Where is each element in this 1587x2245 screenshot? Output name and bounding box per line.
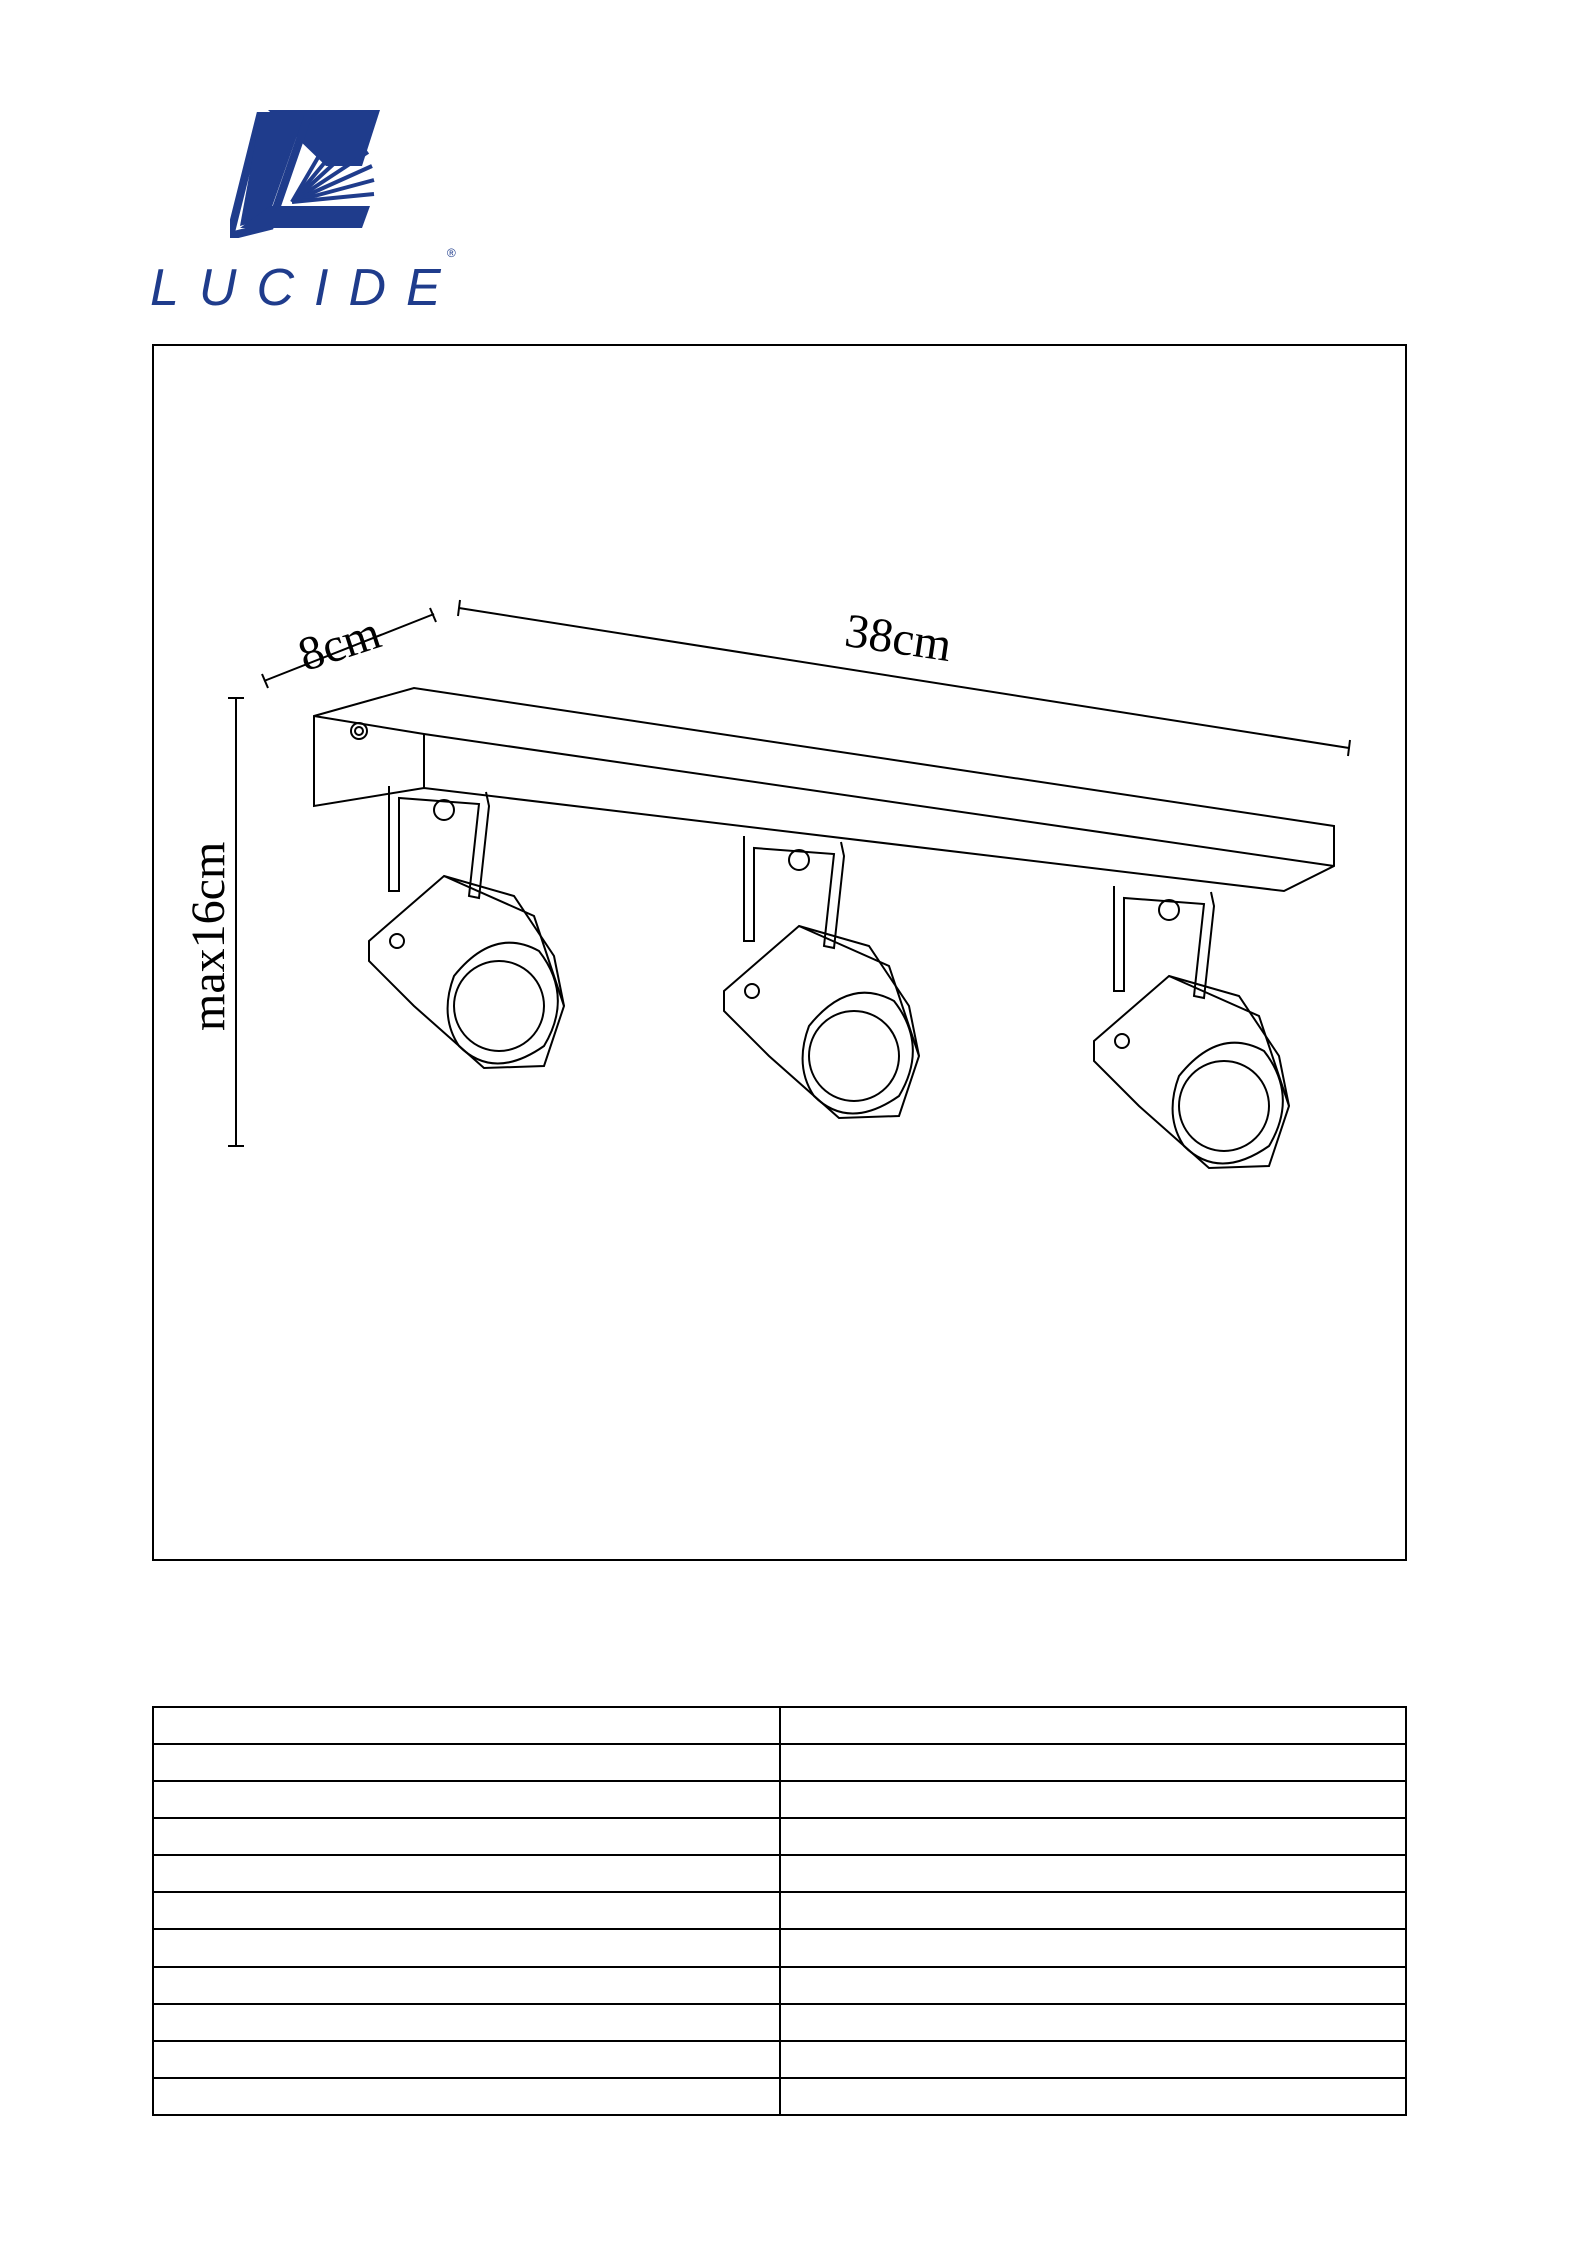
table-row [153, 1855, 1406, 1892]
table-cell [153, 1967, 780, 2004]
table-cell [780, 1967, 1407, 2004]
table-cell [153, 1818, 780, 1855]
table-row [153, 2004, 1406, 2041]
table-cell [780, 1855, 1407, 1892]
table-row [153, 1892, 1406, 1929]
table-cell [780, 2004, 1407, 2041]
ceiling-base-bar [314, 688, 1334, 891]
table-cell [780, 1781, 1407, 1818]
table-row [153, 2078, 1406, 2115]
brand-logo [150, 108, 461, 318]
height-dimension-label: max16cm [182, 841, 235, 1031]
table-cell [153, 1929, 780, 1966]
spotlight-1 [369, 786, 564, 1068]
technical-drawing-frame [152, 344, 1407, 1561]
table-cell [780, 1744, 1407, 1781]
specification-table [152, 1706, 1407, 2116]
brand-wordmark: LUCIDE® [150, 245, 461, 317]
table-cell [153, 2078, 780, 2115]
table-cell [153, 1707, 780, 1744]
table-cell [780, 1707, 1407, 1744]
table-cell [780, 1929, 1407, 1966]
table-cell [780, 1892, 1407, 1929]
table-cell [153, 1892, 780, 1929]
table-cell [780, 2078, 1407, 2115]
length-dimension-label: 38cm [841, 604, 955, 673]
table-cell [153, 2004, 780, 2041]
table-cell [780, 1818, 1407, 1855]
lucide-sunburst-icon [230, 108, 380, 238]
table-cell [153, 2041, 780, 2078]
table-row [153, 1707, 1406, 1744]
table-row [153, 1744, 1406, 1781]
table-cell [780, 2041, 1407, 2078]
table-cell [153, 1855, 780, 1892]
table-cell [153, 1744, 780, 1781]
spotlight-3 [1094, 886, 1289, 1168]
table-row [153, 1818, 1406, 1855]
table-row [153, 1929, 1406, 1966]
table-row [153, 2041, 1406, 2078]
spotlight-bar-drawing [154, 346, 1409, 1563]
spotlight-2 [724, 836, 919, 1118]
table-row [153, 1781, 1406, 1818]
table-row [153, 1967, 1406, 2004]
depth-dimension-label: 8cm [291, 605, 387, 682]
table-cell [153, 1781, 780, 1818]
